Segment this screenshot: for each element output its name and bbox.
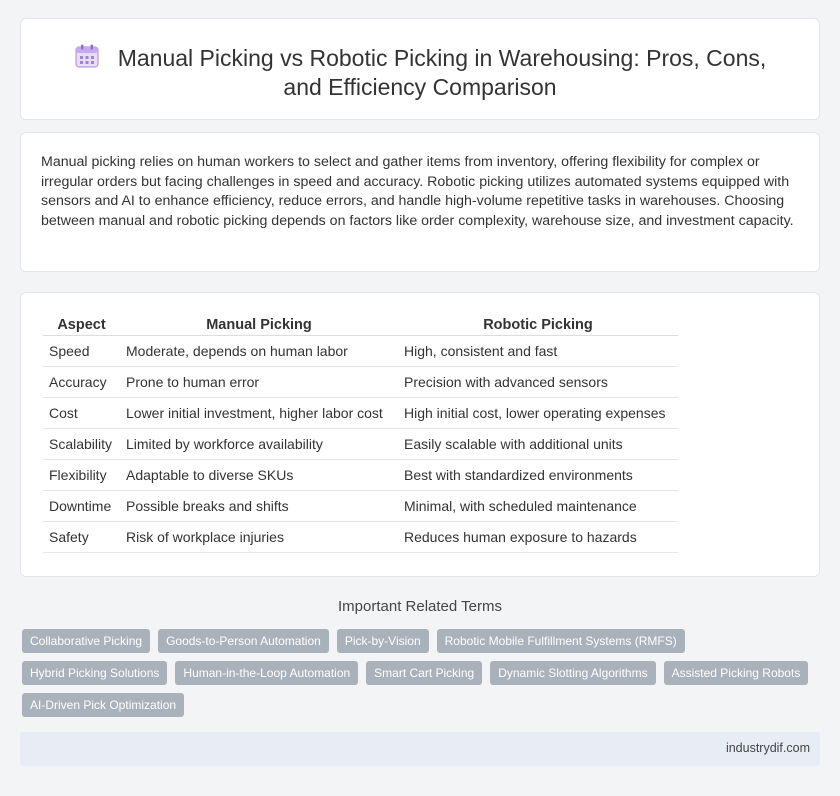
table-row bbox=[43, 367, 678, 398]
related-term-tag[interactable]: Assisted Picking Robots bbox=[664, 661, 809, 685]
header-robotic: Robotic Picking bbox=[398, 313, 678, 336]
cell-aspect: Scalability bbox=[43, 429, 120, 460]
cell-manual: Lower initial investment, higher labor cost bbox=[120, 398, 398, 429]
related-terms-heading: Important Related Terms bbox=[338, 598, 502, 615]
intro-card bbox=[20, 132, 820, 272]
title-card bbox=[20, 18, 820, 120]
cell-robotic: Best with standardized environments bbox=[398, 460, 678, 491]
related-term-tag[interactable]: Hybrid Picking Solutions bbox=[22, 661, 167, 685]
cell-aspect: Accuracy bbox=[43, 367, 120, 398]
comparison-table bbox=[43, 313, 678, 553]
related-term-tag[interactable]: Human-in-the-Loop Automation bbox=[175, 661, 358, 685]
table-row bbox=[43, 398, 678, 429]
cell-robotic: High initial cost, lower operating expenses bbox=[398, 398, 678, 429]
table-row bbox=[43, 429, 678, 460]
cell-manual: Prone to human error bbox=[120, 367, 398, 398]
cell-aspect: Downtime bbox=[43, 491, 120, 522]
table-row bbox=[43, 491, 678, 522]
page-title-text: Manual Picking vs Robotic Picking in Warehousing: Pros, Cons, and Efficiency Comparison bbox=[117, 45, 767, 100]
cell-aspect: Safety bbox=[43, 522, 120, 553]
cell-robotic: High, consistent and fast bbox=[398, 336, 678, 367]
footer bbox=[20, 732, 820, 766]
intro-paragraph: Manual picking relies on human workers to select and gather items from inventory, offering flexibility for complex or irregular orders but facing challenges in speed and accuracy. Robotic picking utilizes automated systems equipped with sensors and AI to enhance efficiency, reduce errors, and handle high-volume repetitive tasks in warehouses. Choosing between manual and robotic picking depends on factors like order complexity, warehouse size, and investment capacity. bbox=[41, 154, 794, 229]
comparison-table-card bbox=[20, 292, 820, 577]
related-terms-list bbox=[22, 629, 822, 717]
table-row bbox=[43, 336, 678, 367]
cell-robotic: Easily scalable with additional units bbox=[398, 429, 678, 460]
cell-aspect: Cost bbox=[43, 398, 120, 429]
header-aspect: Aspect bbox=[43, 313, 120, 336]
cell-robotic: Reduces human exposure to hazards bbox=[398, 522, 678, 553]
footer-site-link[interactable]: industrydif.com bbox=[725, 741, 810, 755]
cell-aspect: Flexibility bbox=[43, 460, 120, 491]
cell-aspect: Speed bbox=[43, 336, 120, 367]
table-header-row bbox=[43, 313, 678, 336]
calendar-icon bbox=[74, 43, 100, 69]
page-title bbox=[61, 43, 779, 102]
cell-robotic: Precision with advanced sensors bbox=[398, 367, 678, 398]
related-term-tag[interactable]: Dynamic Slotting Algorithms bbox=[490, 661, 655, 685]
related-term-tag[interactable]: Goods-to-Person Automation bbox=[158, 629, 329, 653]
related-term-tag[interactable]: Pick-by-Vision bbox=[337, 629, 429, 653]
related-term-tag[interactable]: Collaborative Picking bbox=[22, 629, 150, 653]
related-term-tag[interactable]: Smart Cart Picking bbox=[366, 661, 482, 685]
cell-manual: Possible breaks and shifts bbox=[120, 491, 398, 522]
table-row bbox=[43, 460, 678, 491]
cell-manual: Adaptable to diverse SKUs bbox=[120, 460, 398, 491]
cell-manual: Risk of workplace injuries bbox=[120, 522, 398, 553]
cell-robotic: Minimal, with scheduled maintenance bbox=[398, 491, 678, 522]
related-term-tag[interactable]: Robotic Mobile Fulfillment Systems (RMFS) bbox=[437, 629, 685, 653]
table-row bbox=[43, 522, 678, 553]
cell-manual: Moderate, depends on human labor bbox=[120, 336, 398, 367]
related-term-tag[interactable]: AI-Driven Pick Optimization bbox=[22, 693, 184, 717]
cell-manual: Limited by workforce availability bbox=[120, 429, 398, 460]
header-manual: Manual Picking bbox=[120, 313, 398, 336]
